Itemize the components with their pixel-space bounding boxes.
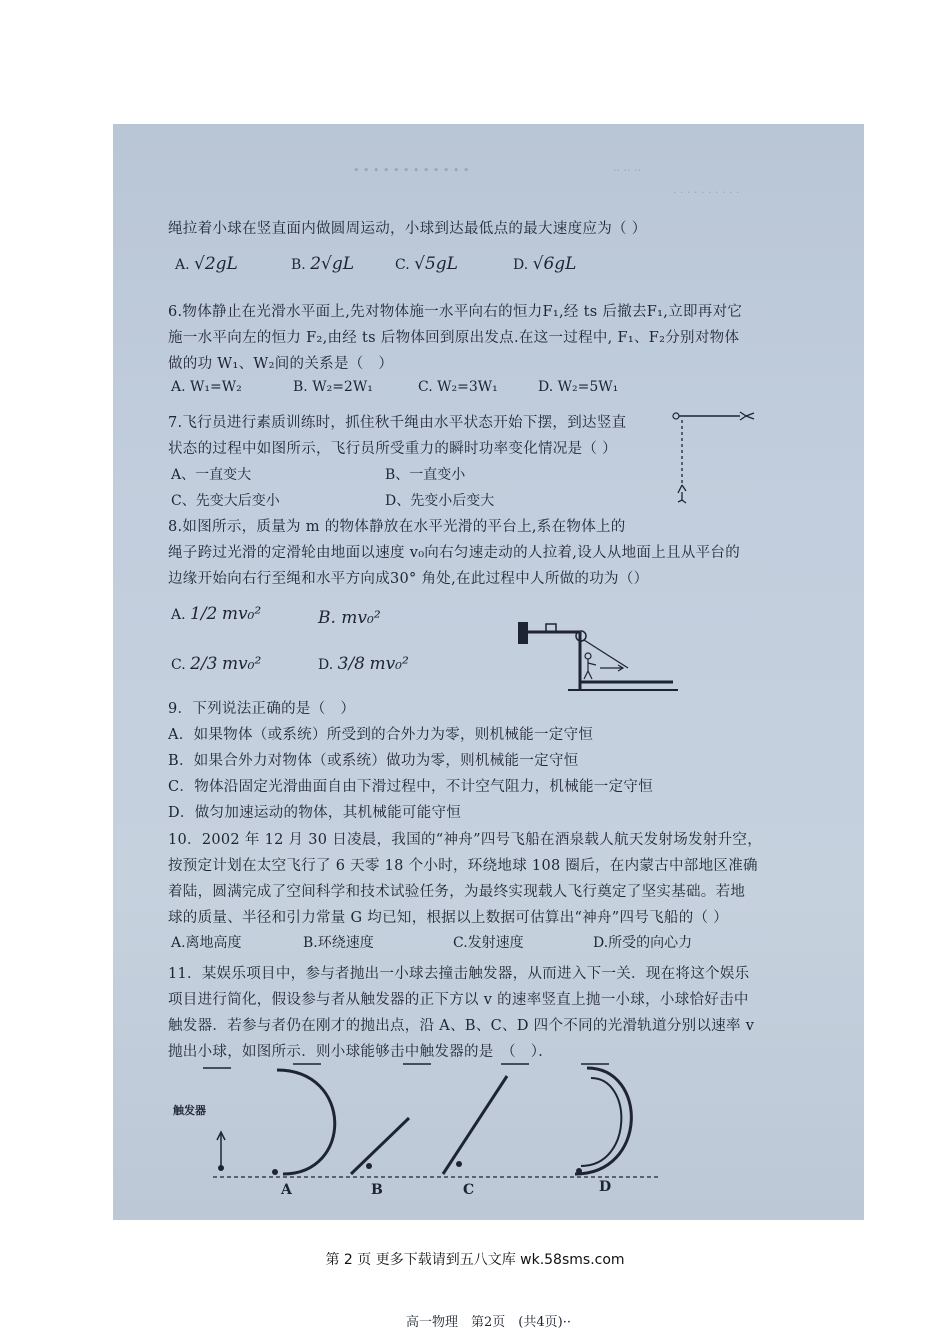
- q11-line-2: 项目进行简化，假设参与者从触发器的正下方以 v 的速率竖直上抛一小球，小球恰好击中: [168, 992, 749, 1008]
- track-label-b: B: [371, 1182, 383, 1198]
- q6-option-d: D. W₂=5W₁: [538, 379, 619, 395]
- q6-line-1: 6.物体静止在光滑水平面上,先对物体施一水平向右的恒力F₁,经 ts 后撤去F₁,立即再对它: [168, 304, 743, 320]
- exam-page-footer: 高一物理 第2页 (共4页)··: [406, 1315, 571, 1330]
- q5-option-a: A. √2gL: [175, 254, 238, 274]
- q10-option-b: B.环绕速度: [303, 935, 374, 951]
- q5-text: 绳拉着小球在竖直面内做圆周运动，小球到达最低点的最大速度应为（ ）: [168, 221, 647, 237]
- q10-line-1: 10．2002 年 12 月 30 日凌晨，我国的“神舟”四号飞船在酒泉载人航天发射场发射升空，: [168, 832, 763, 848]
- q8-option-d: D. 3/8 mv₀²: [318, 654, 409, 674]
- q6-option-a: A. W₁=W₂: [171, 379, 242, 395]
- q9-stem: 9．下列说法正确的是（ ）: [168, 701, 356, 717]
- q5-option-c: C. √5gL: [395, 254, 458, 274]
- q9-option-c: C．物体沿固定光滑曲面自由下滑过程中，不计空气阻力，机械能一定守恒: [168, 779, 653, 795]
- q10-line-2: 按预定计划在太空飞行了 6 天零 18 个小时，环绕地球 108 圈后，在内蒙古中部地区准确: [168, 858, 758, 874]
- q8-line-2: 绳子跨过光滑的定滑轮由地面以速度 v₀向右匀速走动的人拉着,设人从地面上且从平台的: [168, 545, 741, 561]
- q9-option-b: B．如果合外力对物体（或系统）做功为零，则机械能一定守恒: [168, 753, 579, 769]
- q10-line-4: 球的质量、半径和引力常量 G 均已知，根据以上数据可估算出“神舟”四号飞船的（ ）: [168, 910, 729, 926]
- q10-line-3: 着陆，圆满完成了空间科学和技术试验任务，为最终实现载人飞行奠定了坚实基础。若地: [168, 884, 746, 900]
- q7-option-a: A、一直变大: [171, 467, 252, 483]
- track-label-d: D: [599, 1179, 612, 1195]
- q5-option-b: B. 2√gL: [291, 254, 355, 274]
- q7-line-2: 状态的过程中如图所示，飞行员所受重力的瞬时功率变化情况是（ ）: [168, 441, 617, 457]
- q7-option-b: B、一直变小: [385, 467, 466, 483]
- q11-line-1: 11．某娱乐项目中，参与者抛出一小球去撞击触发器，从而进入下一关．现在将这个娱乐: [168, 966, 750, 982]
- q10-option-d: D.所受的向心力: [593, 935, 693, 951]
- q8-option-a: A. 1/2 mv₀²: [171, 604, 262, 624]
- q11-line-3: 触发器．若参与者仍在刚才的抛出点，沿 A、B、C、D 四个不同的光滑轨道分别以速率 v: [168, 1018, 755, 1034]
- q10-option-a: A.离地高度: [171, 935, 242, 951]
- q6-line-3: 做的功 W₁、W₂间的关系是（ ）: [168, 356, 394, 372]
- q9-option-a: A．如果物体（或系统）所受到的合外力为零，则机械能一定守恒: [168, 727, 594, 743]
- q8-line-1: 8.如图所示，质量为 m 的物体静放在水平光滑的平台上,系在物体上的: [168, 519, 626, 535]
- swing-figure: [668, 410, 778, 520]
- q6-option-b: B. W₂=2W₁: [293, 379, 373, 395]
- q8-option-c: C. 2/3 mv₀²: [171, 654, 262, 674]
- q9-option-d: D．做匀加速运动的物体，其机械能可能守恒: [168, 805, 462, 821]
- track-label-c: C: [463, 1182, 475, 1198]
- q6-option-c: C. W₂=3W₁: [418, 379, 498, 395]
- pulley-figure: [518, 620, 678, 700]
- q10-option-c: C.发射速度: [453, 935, 524, 951]
- q6-line-2: 施一水平向左的恒力 F₂,由经 ts 后物体回到原出发点.在这一过程中, F₁、F₂分别对物体: [168, 330, 740, 346]
- q7-line-1: 7.飞行员进行素质训练时，抓住秋千绳由水平状态开始下摆，到达竖直: [168, 415, 627, 431]
- scanned-exam-photo: • • • • • • • • • • • • ·· ·· ·· · · · · · · · · · · 绳拉着小球在竖直面内做圆周运动，小球到达最低点的最大速度应为（ ） A. √2gL B. 2√gL C. √5gL D. √6gL 6.物体静止在光滑水平面上,先对物体施一水平向右的恒力F₁,经 ts 后撤去F₁,立即再对它 施一水平向左的恒力 F₂,由经 ts 后物体回到原出发点.在这一过程中, F₁、F₂分别对物体 做的功 W₁、W₂间的关系是（ ） A. W₁=W₂ B. W₂=2W₁ C. W₂=3W₁ D. W₂=5W₁ 7.飞行员进行素质训练时，抓住秋千绳由水平状态开始下摆，到达竖直 状态的过程中如图所示，飞行员所受重力的瞬时功率变化情况是（ ） A、一直变大 B、一直变小 C、先变大后变小 D、先变小后变大 8.如图所示，质量为 m 的物体静放在水平光滑的平台上,系在物体上的 绳子跨过光滑的定滑轮由地面以速度 v₀向右匀速走动的人拉着,设人从地面上且从平台的 边缘开始向右行至绳和水平方向成30° 角处,在此过程中人所做的功为（） A. 1/2 mv₀² B. mv₀² C. 2/3 mv₀² D. 3/8 mv₀² 9．下列说法正确的是（ ） A．如果物体（或系统）所受到的合外力为零，则机械能一定守恒 B．如果合外力对物体（或系统）做功为零，则机械能一定守恒 C．物体沿固定光滑曲面自由下滑过程中，不计空气阻力，机械能一定守恒 D．做匀加速运动的物体，其机械能可能守恒 10．2002 年 12 月 30 日凌晨，我国的“神舟”四号飞船在酒泉载人航天发射场发射升空， 按预定计划在太空飞行了 6 天零 18 个小时，环绕地球 108 圈后，在内蒙古中部地区准确 着陆，圆满完成了空间科学和技术试验任务，为最终实现载人飞行奠定了坚实基础。若地 球的质量、半径和引力常量 G 均已知，根据以上数据可估算出“神舟”四号飞船的（ ） A.离地高度 B.环绕速度 C.发射速度 D.所受的向心力 11．某娱乐项目中，参与者抛出一小球去撞击触发器，从而进入下一关．现在将这个娱乐 项目进行简化，假设参与者从触发器的正下方以 v 的速率竖直上抛一小球，小球恰好击中 触发器．若参与者仍在刚才的抛出点，沿 A、B、C、D 四个不同的光滑轨道分别以速率 v 抛出小球，如图所示．则小球能够击中触发器的是 （ ）． 触发器 A B C D 高一物理 第2页 (共4页)··: [113, 124, 864, 1220]
- track-label-a: A: [281, 1182, 292, 1198]
- document-footer: 第 2 页 更多下载请到五八文库 wk.58sms.com: [325, 1252, 625, 1268]
- q5-option-d: D. √6gL: [513, 254, 577, 274]
- q11-line-4: 抛出小球，如图所示．则小球能够击中触发器的是 （ ）．: [168, 1044, 554, 1060]
- trigger-label: 触发器: [173, 1104, 206, 1117]
- q7-option-c: C、先变大后变小: [171, 493, 280, 509]
- tracks-figure: [203, 1062, 663, 1187]
- q7-option-d: D、先变小后变大: [385, 493, 495, 509]
- q8-option-b: B. mv₀²: [318, 608, 381, 628]
- q8-line-3: 边缘开始向右行至绳和水平方向成30° 角处,在此过程中人所做的功为（）: [168, 571, 649, 587]
